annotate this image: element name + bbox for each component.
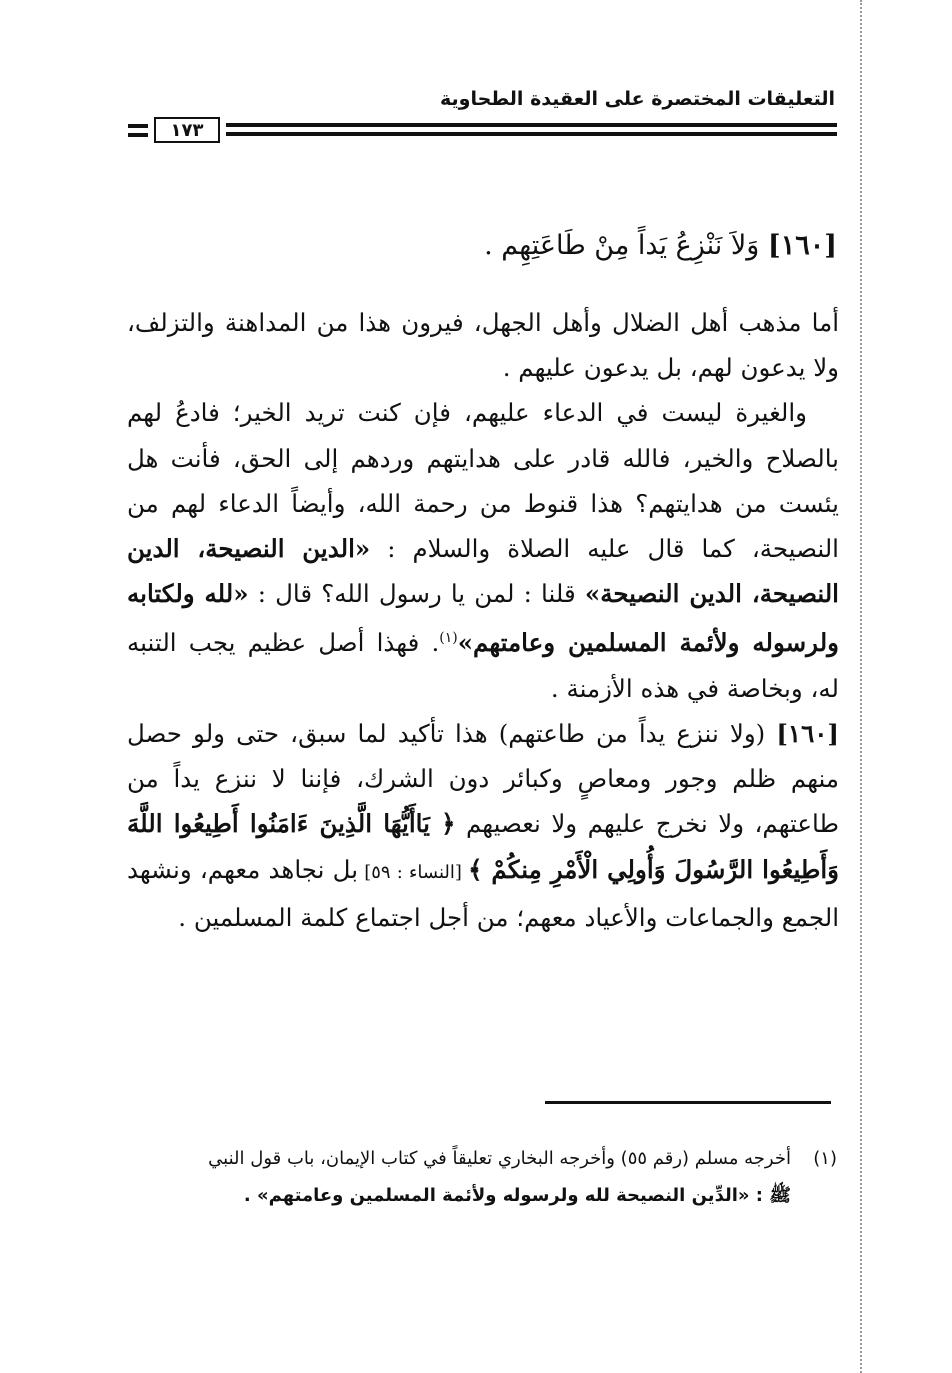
footnote-1-line-2 <box>125 1177 837 1214</box>
paragraph-3-part-a: (ولا ننزع يداً من طاعتهم) هذا تأكيد لما سبق، حتى ولو حصل منهم ظلم وجور ومعاصٍ وكبائر دون الشرك، فإننا لا ننزع يداً من طاعتهم، ولا نخرج عليهم ولا نعصيهم <box>127 718 839 839</box>
page-number-mark-top <box>128 124 148 128</box>
header-rule-bottom <box>226 132 837 136</box>
footnote-1-text-1: أخرجه مسلم (رقم ٥٥) وأخرجه البخاري تعليقاً في كتاب الإيمان، باب قول النبي <box>208 1148 791 1169</box>
hadith-quote-1: «الدين النصيحة، الدين النصيحة، الدين النصيحة» <box>127 534 839 609</box>
paragraph-3 <box>127 711 839 940</box>
footnotes <box>125 1140 837 1214</box>
quran-reference: [النساء : ٥٩] <box>358 861 469 883</box>
matn-verse-text: وَلاَ نَنْزِعُ يَداً مِنْ طَاعَتِهِم . <box>484 230 760 261</box>
paragraph-2-part-b: قلنا : لمن يا رسول الله؟ قال : <box>248 579 585 609</box>
hadith-quote-2: «لله ولكتابه ولرسوله ولأئمة المسلمين وعامتهم» <box>127 579 839 658</box>
commentary-body <box>127 300 839 940</box>
page-number: ١٧٣ <box>154 117 220 143</box>
paragraph-3-number: [١٦٠] <box>776 718 839 748</box>
running-header-title: التعليقات المختصرة على العقيدة الطحاوية <box>440 88 835 110</box>
page-gutter-dotted-line <box>860 0 862 1373</box>
quran-verse: ﴿ يَاأَيُّهَا الَّذِينَ ءَامَنُوا أَطِيعُوا اللَّهَ وَأَطِيعُوا الرَّسُولَ وَأُولِي الْأَمْرِ مِنكُمْ ﴾ <box>127 809 839 884</box>
footnote-1-number: (١) <box>813 1148 837 1169</box>
footnote-1-text-2: ﷺ : «الدِّين النصيحة لله ولرسوله ولأئمة المسلمين وعامتهم» . <box>243 1185 791 1206</box>
footnote-ref-1: (١) <box>439 630 458 647</box>
paragraph-3-part-b: بل نجاهد معهم، ونشهد الجمع والجماعات والأعياد معهم؛ من أجل اجتماع كلمة المسلمين . <box>127 854 839 932</box>
footnote-1-line-1 <box>125 1140 837 1177</box>
header-rule-top <box>226 123 837 127</box>
paragraph-2 <box>127 390 839 711</box>
footnote-separator <box>545 1101 831 1104</box>
paragraph-1: أما مذهب أهل الضلال وأهل الجهل، فيرون هذا من المداهنة والتزلف، ولا يدعون لهم، بل يدعون عليهم . <box>127 308 839 383</box>
matn-verse-number: [١٦٠] <box>767 230 837 261</box>
paragraph-2-part-c: . فهذا أصل عظيم يجب التنبه له، وبخاصة في هذه الأزمنة . <box>127 628 839 703</box>
paragraph-2-part-a: والغيرة ليست في الدعاء عليهم، فإن كنت تريد الخير؛ فادعُ لهم بالصلاح والخير، فالله قادر على هدايتهم وردهم إلى الحق، فأنت هل يئست من هدايتهم؟ هذا قنوط من رحمة الله، وأيضاً الدعاء لهم من النصيحة، كما قال عليه الصلاة والسلام : <box>127 398 839 564</box>
matn-verse <box>177 226 837 266</box>
page-number-mark-bottom <box>128 133 148 137</box>
